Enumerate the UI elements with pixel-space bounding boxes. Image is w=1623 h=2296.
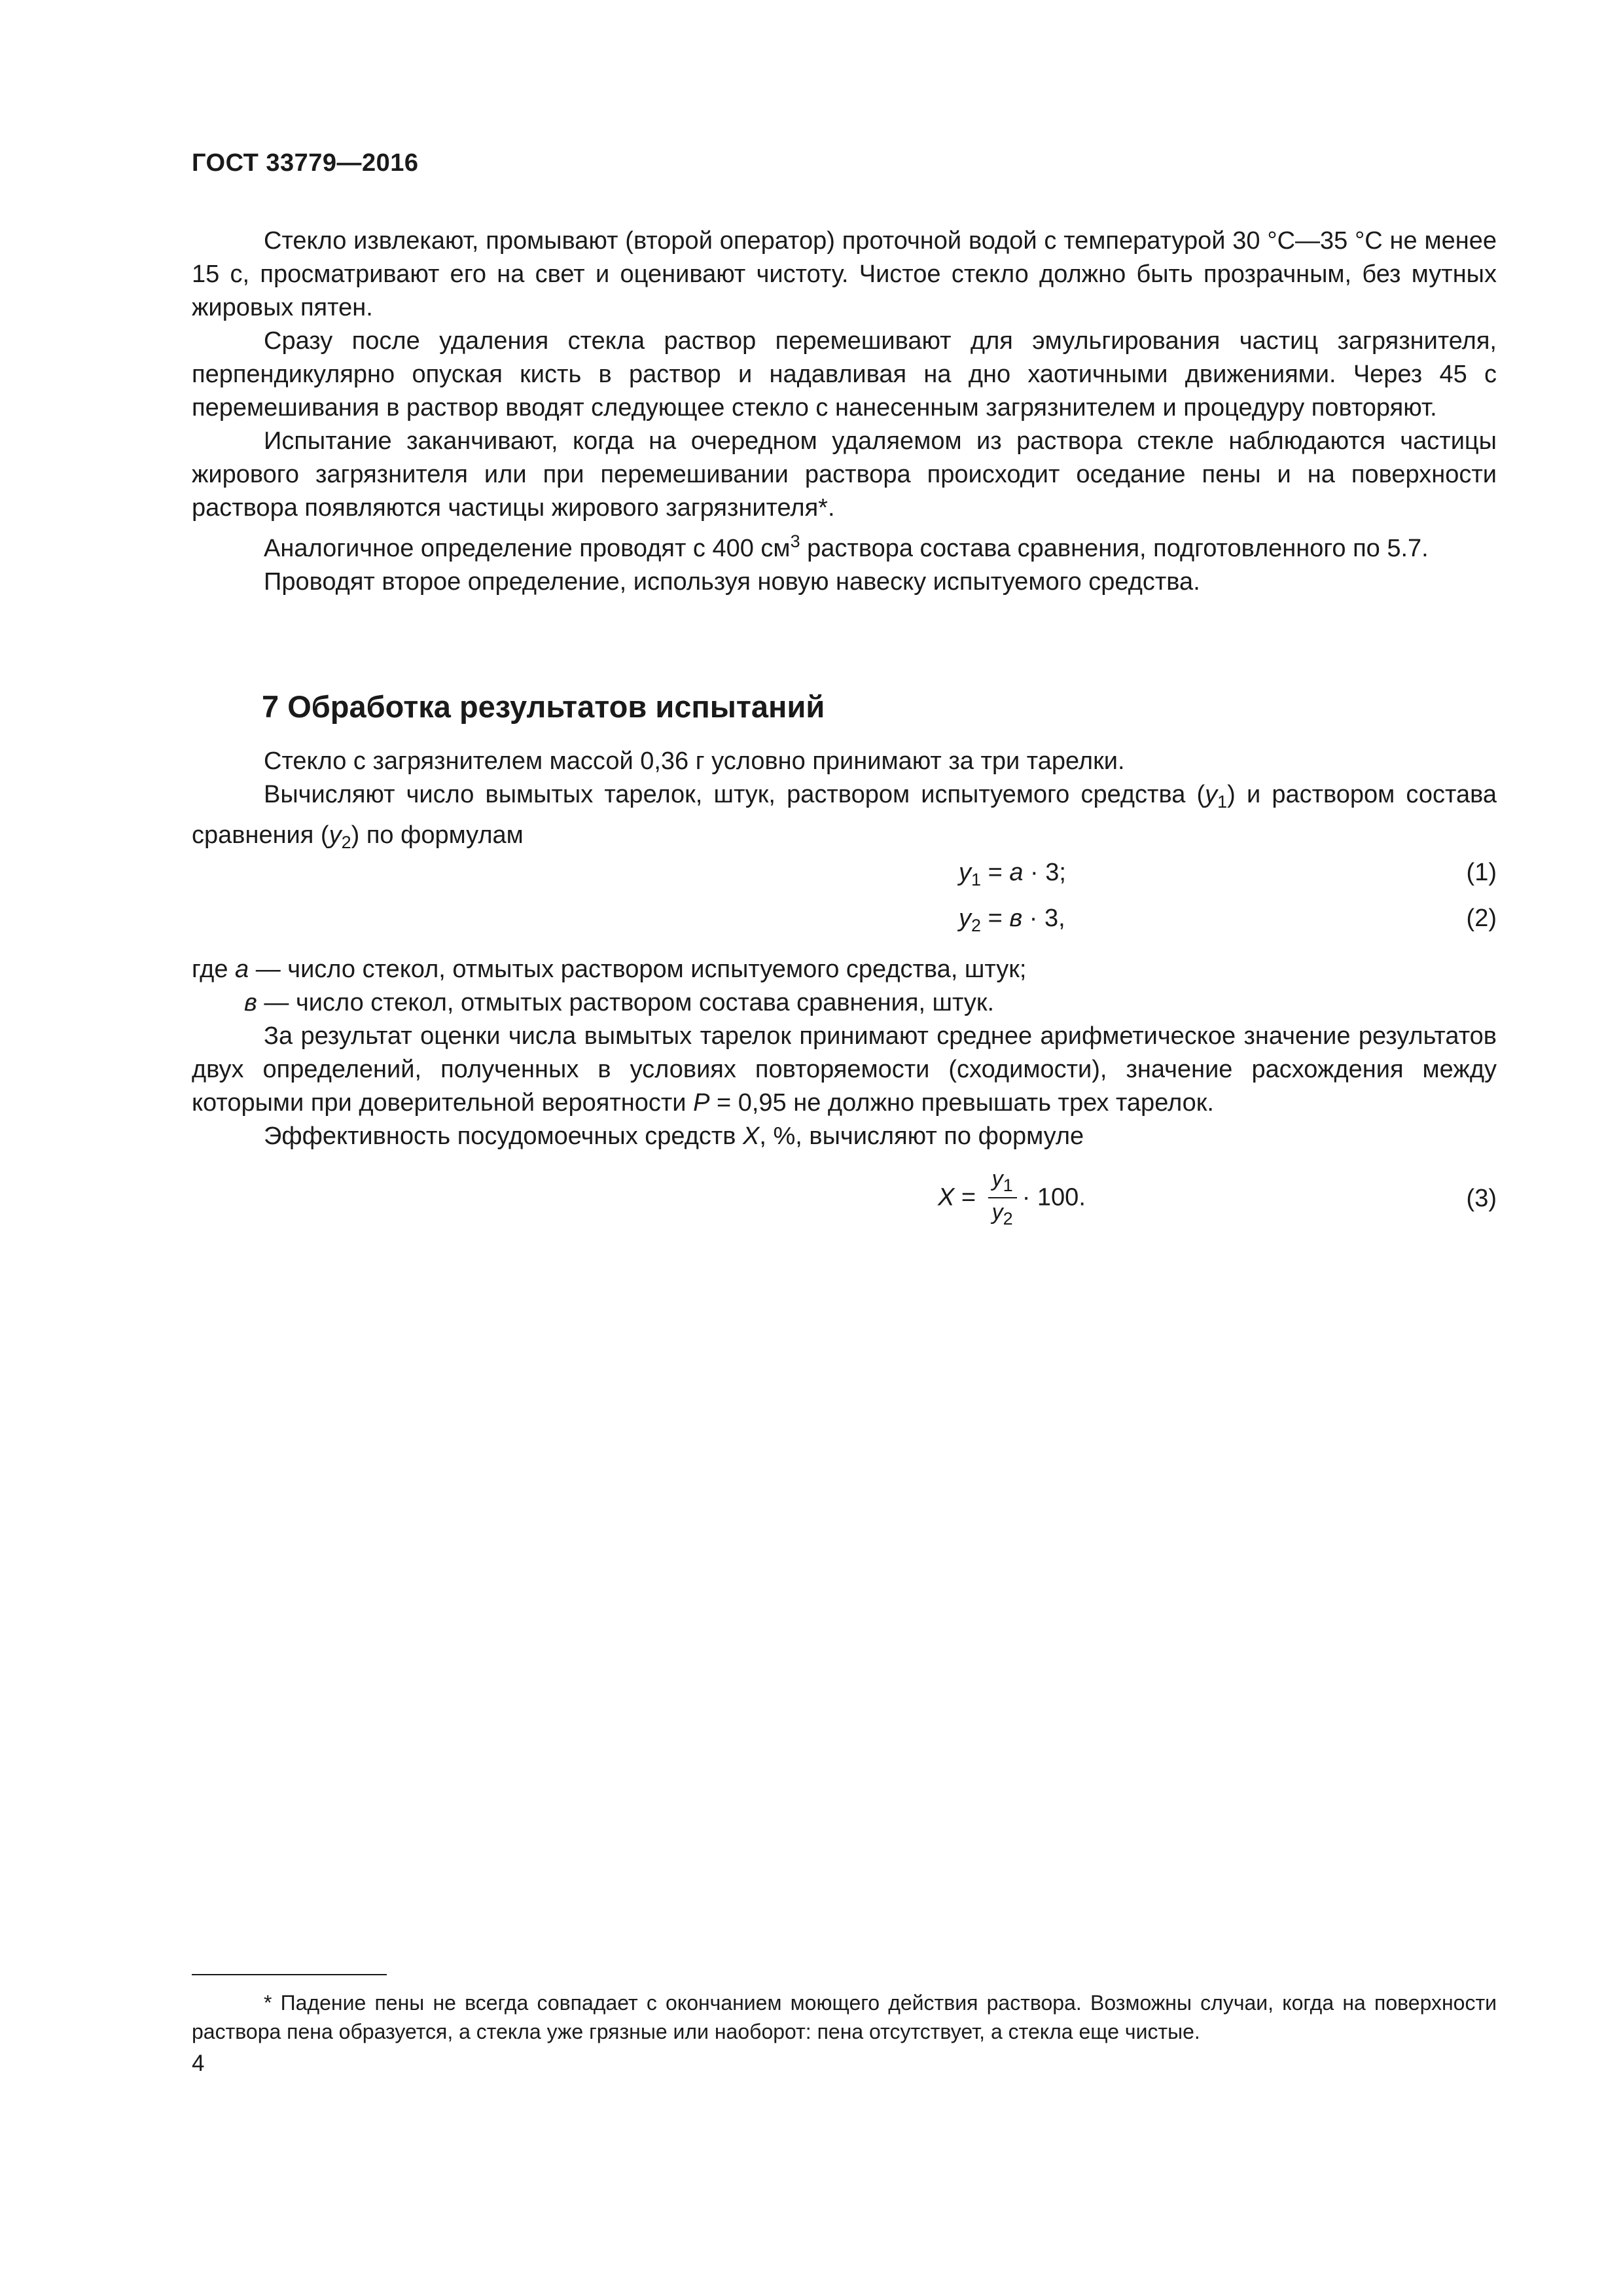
text-span: · 3, (1022, 905, 1065, 932)
subscript: 2 (341, 833, 351, 852)
paragraph: Испытание заканчивают, когда на очередном удаляемом из раствора стекле наблюдаются частицы жирового загрязнителя или при перемешивании раствора происходит оседание пены и на поверхности раствора появляются частицы жирового загрязнителя*. (192, 427, 1497, 522)
variable: в (244, 989, 257, 1016)
text-span: = (981, 859, 1010, 886)
variable: y (991, 1166, 1003, 1191)
paragraph-formulas-intro (192, 778, 1497, 859)
paragraph-analog (192, 525, 1497, 565)
text-span: Эффективность посудомоечных средств (264, 1122, 743, 1150)
text-span: Вычисляют число вымытых тарелок, штук, раствором испытуемого средства ( (264, 781, 1205, 808)
footnote-text: * Падение пены не всегда совпадает с окончанием моющего действия раствора. Возможны случаи, когда на поверхности раствора пена образуется, а стекла уже грязные или наоборот: пена отсутствует, а стекла еще чистые. (192, 1991, 1497, 2043)
fraction (988, 1166, 1017, 1229)
text-span: · 100. (1022, 1183, 1086, 1211)
subscript: 1 (1217, 792, 1228, 812)
text-span: — число стекол, отмытых раствором состава сравнения, штук. (257, 989, 995, 1016)
formula-expression (959, 859, 1066, 890)
variable: y (329, 821, 342, 849)
text-span: = (954, 1183, 983, 1211)
text-span: — число стекол, отмытых раствором испытуемого средства, штук; (249, 956, 1027, 983)
variable: y (959, 859, 971, 886)
paragraph: Проводят второе определение, используя новую навеску испытуемого средства. (264, 568, 1200, 596)
formula-expression (938, 1166, 1086, 1229)
fraction-numerator (988, 1166, 1017, 1198)
text-span: За результат оценки числа вымытых тарелок принимают среднее арифметическое значение результатов двух определений, полученных в условиях повторяемости (сходимости), значение расхождения между которыми при доверительной вероятности (192, 1022, 1497, 1117)
formula-expression (959, 905, 1065, 936)
fraction-denominator (988, 1198, 1017, 1229)
text-span: = (981, 905, 1010, 932)
text-span: ) по формулам (351, 821, 524, 849)
formula-1 (192, 859, 1497, 898)
variable: a (1009, 859, 1024, 886)
body-text-top (192, 224, 1497, 599)
paragraph: Стекло извлекают, промывают (второй оператор) проточной водой с температурой 30 °С—35 °С не менее 15 с, просматривают его на свет и оценивают чистоту. Чистое стекло должно быть прозрачным, без мутных жировых пятен. (192, 227, 1497, 321)
paragraph-result (192, 1020, 1497, 1120)
text-span: где (192, 956, 236, 983)
where-item (192, 953, 1497, 986)
variable: y (1205, 781, 1218, 808)
equation-number: (2) (1466, 905, 1497, 932)
text-span: = 0,95 не должно превышать трех тарелок. (709, 1089, 1214, 1117)
paragraph-efficiency (192, 1120, 1497, 1153)
variable: X (938, 1183, 955, 1211)
body-text-results (192, 1020, 1497, 1153)
variable: в (1009, 905, 1023, 932)
document-header: ГОСТ 33779—2016 (192, 149, 419, 177)
variable: X (743, 1122, 760, 1150)
subscript: 1 (971, 870, 982, 889)
variable: P (693, 1089, 710, 1117)
text-span: ) и раствором состава сравнения ( (192, 781, 1497, 849)
footnote-divider (192, 1974, 387, 1975)
subscript: 1 (1003, 1175, 1013, 1195)
where-list (192, 953, 1497, 1020)
variable: y (959, 905, 971, 932)
section-body (192, 745, 1497, 859)
subscript: 2 (1003, 1209, 1013, 1229)
equation-number: (3) (1466, 1185, 1497, 1212)
page-number: 4 (192, 2051, 205, 2076)
variable: а (235, 956, 249, 983)
superscript: 3 (790, 531, 800, 551)
formula-2 (192, 905, 1497, 944)
equation-number: (1) (1466, 859, 1497, 886)
footnote (192, 1988, 1497, 2046)
section-title: 7 Обработка результатов испытаний (262, 689, 825, 724)
text-span: Аналогичное определение проводят с 400 см (264, 535, 791, 562)
text-span: , %, вычисляют по формуле (759, 1122, 1084, 1150)
paragraph: Сразу после удаления стекла раствор перемешивают для эмульгирования частиц загрязнителя, перпендикулярно опуская кисть в раствор и надавливая на дно хаотичными движениями. Через 45 с перемешивания в раствор вводят следующее стекло с нанесенным загрязнителем и процедуру повторяют. (192, 327, 1497, 422)
text-span: · 3; (1023, 859, 1066, 886)
subscript: 2 (971, 916, 982, 935)
where-item (192, 986, 1497, 1020)
text-span: раствора состава сравнения, подготовленного по 5.7. (800, 535, 1429, 562)
variable: y (991, 1200, 1003, 1225)
formula-3 (192, 1166, 1497, 1238)
paragraph: Стекло с загрязнителем массой 0,36 г условно принимают за три тарелки. (264, 747, 1125, 775)
